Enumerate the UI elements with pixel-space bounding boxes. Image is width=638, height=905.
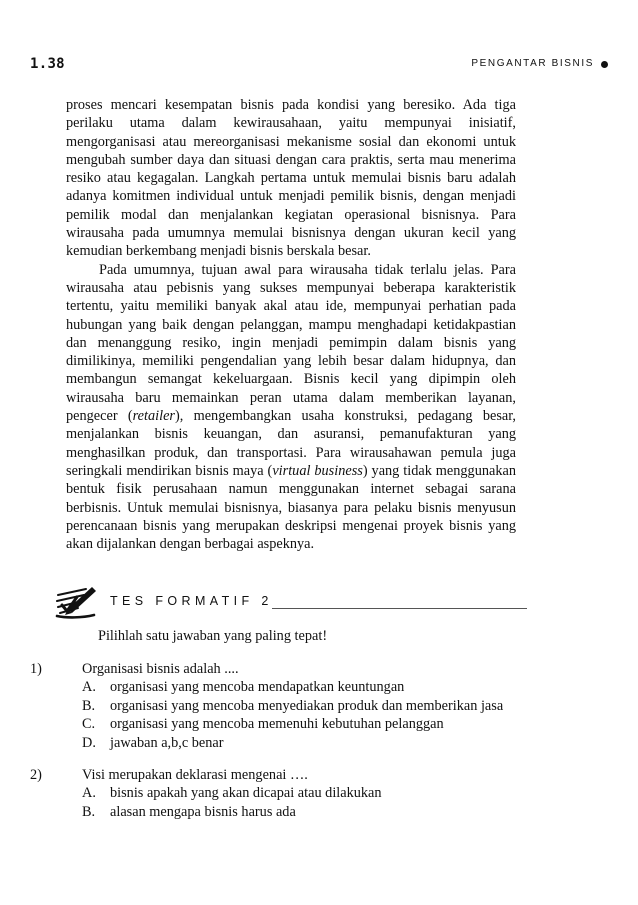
option-c (30, 715, 550, 733)
checklist-pencil-icon (54, 585, 98, 623)
question-1 (30, 660, 550, 752)
option-b (30, 697, 550, 715)
option-text: jawaban a,b,c benar (110, 734, 224, 751)
paragraph-2 (66, 261, 516, 554)
page-number: 1.38 (30, 56, 65, 72)
tes-formatif-title: TES FORMATIF 2 (110, 594, 273, 608)
option-letter: D. (82, 734, 96, 751)
running-title: PENGANTAR BISNIS (471, 58, 594, 69)
body-text (66, 96, 516, 553)
option-text: organisasi yang mencoba memenuhi kebutuhan pelanggan (110, 716, 444, 733)
paragraph-1 (66, 96, 516, 261)
question-2 (30, 766, 550, 821)
option-text: bisnis apakah yang akan dicapai atau dilakukan (110, 785, 382, 802)
question-stem (30, 766, 550, 784)
paragraph-2-text: ) yang tidak menggunakan bentuk fisik perusahaan namun menggunakan internet sebagai sarana berbisnis. Untuk memulai bisnisnya, biasanya para pelaku bisnis menyusun perencanaan bisnis yang merupakan deskripsi mengenai proyek bisnis yang akan dijalankan dengan berbagai aspeknya. (66, 462, 516, 553)
bullet-dot-icon (601, 61, 608, 68)
option-letter: B. (82, 697, 96, 714)
instruction-text: Pilihlah satu jawaban yang paling tepat! (98, 628, 328, 644)
virtual-business-term: virtual business (272, 462, 363, 479)
question-text: Organisasi bisnis adalah .... (82, 661, 239, 677)
option-letter: A. (82, 679, 96, 696)
question-number: 2) (30, 767, 42, 783)
paragraph-2-text: Pada umumnya, tujuan awal para wirausaha tidak terlalu jelas. Para wirausaha atau pebisnis yang sukses mempunyai beberapa karakteristik tertentu, yaitu memiliki banyak akal atau ide, mempunyai perhatian pada hubungan yang baik dengan pelanggan, mampu menghadapi ketidakpastian dan menanggung resiko, ingin menjadi pemimpin dalam bisnis yang dimilikinya, memiliki pengendalian yang lebih besar dalam hidupnya, dan membangun semangat kekeluargaan. Bisnis kecil yang dipimpin oleh wirausaha baru memainkan peran utama dalam memberikan layanan, pengecer ( (66, 261, 516, 425)
retailer-term: retailer (132, 408, 175, 425)
title-divider (272, 608, 527, 609)
paragraph-1-text: proses mencari kesempatan bisnis pada kondisi yang beresiko. Ada tiga perilaku utama dalam kewirausahaan, yaitu mempunyai inisiatif, mengorganisasi atau mereorganisasi mekanisme sosial dan ekonomi untuk mengubah sumber daya dan situasi dengan cara praktis, serta mau menerima resiko atau kegagalan. Langkah pertama untuk memulai bisnis baru adalah adanya komitmen individual untuk menjadi pemilik bisnis, dengan menjadi pemilik modal dan menjalankan kegiatan operasional bisnisnya. Para wirausaha pada umumnya memulai bisnisnya dengan ukuran kecil yang kemudian berkembang menjadi bisnis berskala besar. (66, 97, 516, 260)
paragraph-2-text: ), mengembangkan usaha konstruksi, pedagang besar, menjalankan bisnis keuangan, dan asuransi, pemanufakturan yang menghasilkan produk, dan transportasi. Para wirausahawan pemula juga seringkali mendirikan bisnis maya ( (66, 408, 516, 479)
option-letter: A. (82, 785, 96, 802)
question-text: Visi merupakan deklarasi mengenai …. (82, 767, 308, 783)
option-text: organisasi yang mencoba menyediakan produk dan memberikan jasa (110, 697, 504, 714)
option-letter: C. (82, 716, 96, 733)
question-number: 1) (30, 661, 42, 677)
option-letter: B. (82, 803, 96, 820)
option-text: organisasi yang mencoba mendapatkan keuntungan (110, 679, 405, 696)
option-a (30, 678, 550, 696)
page-header (30, 56, 608, 72)
option-text: alasan mengapa bisnis harus ada (110, 803, 296, 820)
option-b (30, 803, 550, 821)
question-stem (30, 660, 550, 678)
option-d (30, 734, 550, 752)
option-a (30, 784, 550, 802)
